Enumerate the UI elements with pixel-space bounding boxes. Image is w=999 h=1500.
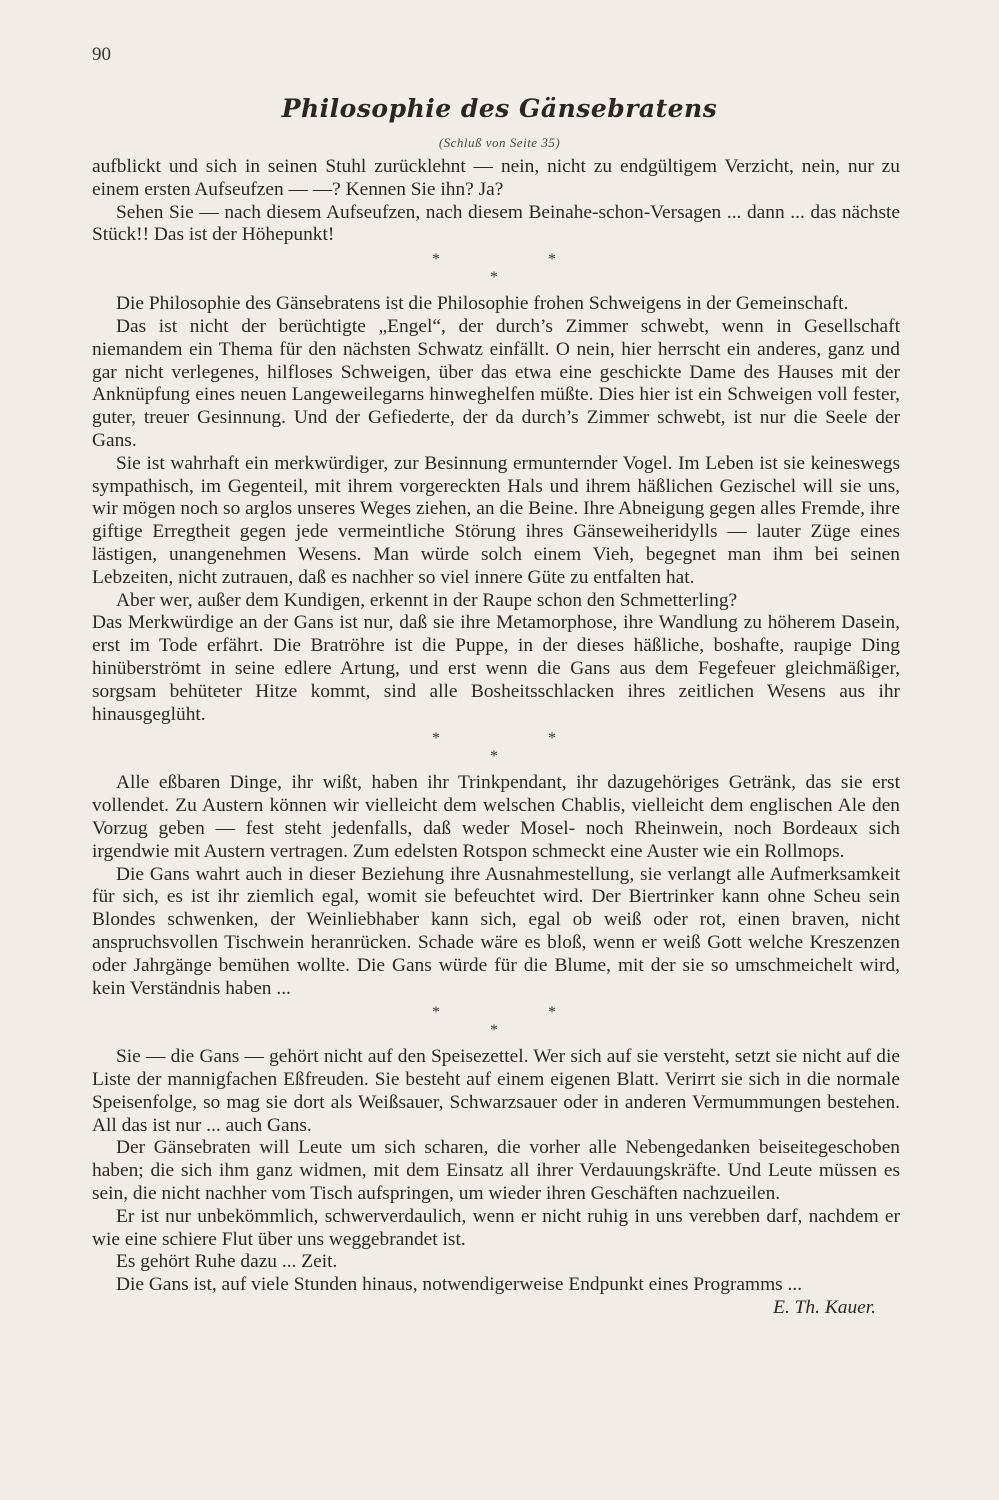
page-number: 90 (92, 44, 111, 65)
separator-star: * (490, 1022, 498, 1040)
separator-star: * (490, 748, 498, 766)
section-separator (92, 247, 900, 293)
paragraph: Das Merkwürdige an der Gans ist nur, daß sie ihre Metamorphose, ihre Wandlung zu höherem Dasein, erst im Tode erfährt. Die Bratröhre ist die Puppe, in der dieses häßliche, boshafte, raupige Ding hinüberströmt in seine edlere Artung, und erst wenn die Gans aus dem Fegefeuer gleichmäßiger, sorgsam behüteter Hitze kommt, sind alle Bosheitsschlacken ihres zeitlichen Wesens aus ihr hinausgeglüht. (92, 612, 900, 725)
paragraph: Es gehört Ruhe dazu ... Zeit. (116, 1251, 338, 1273)
paragraph: Er ist nur unbekömmlich, schwerverdaulich, wenn er nicht ruhig in uns verebben darf, nachdem er wie eine schiere Flut über uns weggebrandet ist. (92, 1205, 900, 1250)
paragraph: Der Gänsebraten will Leute um sich scharen, die vorher alle Nebengedanken beiseitegeschoben haben; die sich ihm ganz widmen, mit dem Einsatz all ihrer Verdauungskräfte. Und Leute müssen es sein, die nicht nachher vom Tisch aufspringen, um wieder ihren Geschäften nachzueilen. (92, 1137, 900, 1205)
separator-star: * (548, 730, 556, 748)
separator-star: * (548, 1004, 556, 1022)
article-title: Philosophie des Gänsebratens (281, 94, 718, 123)
separator-star: * (432, 1004, 440, 1022)
paragraph: Die Gans wahrt auch in dieser Beziehung ihre Ausnahmestellung, sie verlangt alle Aufmerksamkeit für sich, es ist ihr ziemlich egal, womit sie befeuchtet wird. Der Biertrinker kann ohne Scheu sein Blondes schwenken, der Weinliebhaber kann sich, egal ob weiß oder rot, einen braven, nicht anspruchsvollen Tischwein heranrücken. Schade wäre es bloß, wenn er weiß Gott welche Kreszenzen oder Jahrgänge bemühen wollte. Die Gans würde für die Blume, mit der sie so umschmeichelt wird, kein Verständnis haben ... (92, 863, 900, 999)
separator-star: * (432, 251, 440, 269)
continuation-note: (Schluß von Seite 35) (438, 135, 561, 150)
article-body (92, 156, 900, 1320)
paragraph: Sie — die Gans — gehört nicht auf den Speisezettel. Wer sich auf sie versteht, setzt sie nicht auf die Liste der mannigfachen Eßfreuden. Sie besteht auf einem eigenen Blatt. Verirrt sie sich in die normale Speisenfolge, so mag sie dort als Weißsauer, Schwarzsauer oder in anderen Vermummungen bestehen. All das ist nur ... auch Gans. (92, 1046, 900, 1136)
paragraph: Sehen Sie — nach diesem Aufseufzen, nach diesem Beinahe-schon-Versagen ... dann ... das nächste Stück!! Das ist der Höhepunkt! (92, 201, 900, 246)
paragraph: aufblickt und sich in seinen Stuhl zurücklehnt — nein, nicht zu endgültigem Verzicht, nein, nur zu einem ersten Aufseufzen — —? Kennen Sie ihn? Ja? (92, 156, 900, 200)
paragraph: Aber wer, außer dem Kundigen, erkennt in der Raupe schon den Schmetterling? (116, 589, 738, 611)
separator-star: * (490, 269, 498, 287)
section-separator (92, 1000, 900, 1046)
separator-star: * (548, 251, 556, 269)
closing-paragraph (92, 1274, 900, 1319)
section-separator (92, 726, 900, 772)
paragraph: Alle eßbaren Dinge, ihr wißt, haben ihr Trinkpendant, ihr dazugehöriges Getränk, das sie erst vollendet. Zu Austern können wir vielleicht dem welschen Chablis, vielleicht dem englischen Ale den Vorzug geben — fest steht jedenfalls, daß weder Mosel- noch Rheinwein, noch Bordeaux sich irgendwie mit Austern vertragen. Zum edelsten Rotspon schmeckt eine Auster wie ein Rollmops. (92, 772, 900, 862)
separator-star: * (432, 730, 440, 748)
paragraph: Sie ist wahrhaft ein merkwürdiger, zur Besinnung ermunternder Vogel. Im Leben ist sie keineswegs sympathisch, im Gegenteil, mit ihrem vorgereckten Hals und ihrem häßlichen Gezischel will sie uns, wir mögen noch so arglos unseres Weges ziehen, an die Beine. Ihre Abneigung gegen alles Fremde, ihre giftige Erregtheit gegen jede vermeintliche Störung ihres Gänseweiheridylls — lauter Züge eines lästigen, unangenehmen Wesens. Man würde solch einem Vieh, begegnet man ihm bei seinen Lebzeiten, nicht zutrauen, daß es nachher so viel innere Güte zu entfalten hat. (92, 452, 900, 588)
paragraph: Die Philosophie des Gänsebratens ist die Philosophie frohen Schweigens in der Gemeinschaft. (116, 293, 849, 315)
paragraph: Das ist nicht der berüchtigte „Engel“, der durch’s Zimmer schwebt, wenn in Gesellschaft niemandem ein Thema für den nächsten Schwatz einfällt. O nein, hier herrscht ein anderes, ganz und gar nicht verlegenes, hilfloses Schweigen, über das etwa eine geschickte Dame des Hauses mit der Anknüpfung eines neuen Langeweilegarns hinweghelfen müßte. Dies hier ist ein Schweigen voll fester, guter, treuer Gesinnung. Und der Gefiederte, der da durch’s Zimmer schwebt, ist nur die Seele der Gans. (92, 315, 900, 451)
closing-text: Die Gans ist, auf viele Stunden hinaus, notwendigerweise Endpunkt eines Programms ... (116, 1274, 803, 1296)
author-signature: E. Th. Kauer. (773, 1297, 876, 1319)
